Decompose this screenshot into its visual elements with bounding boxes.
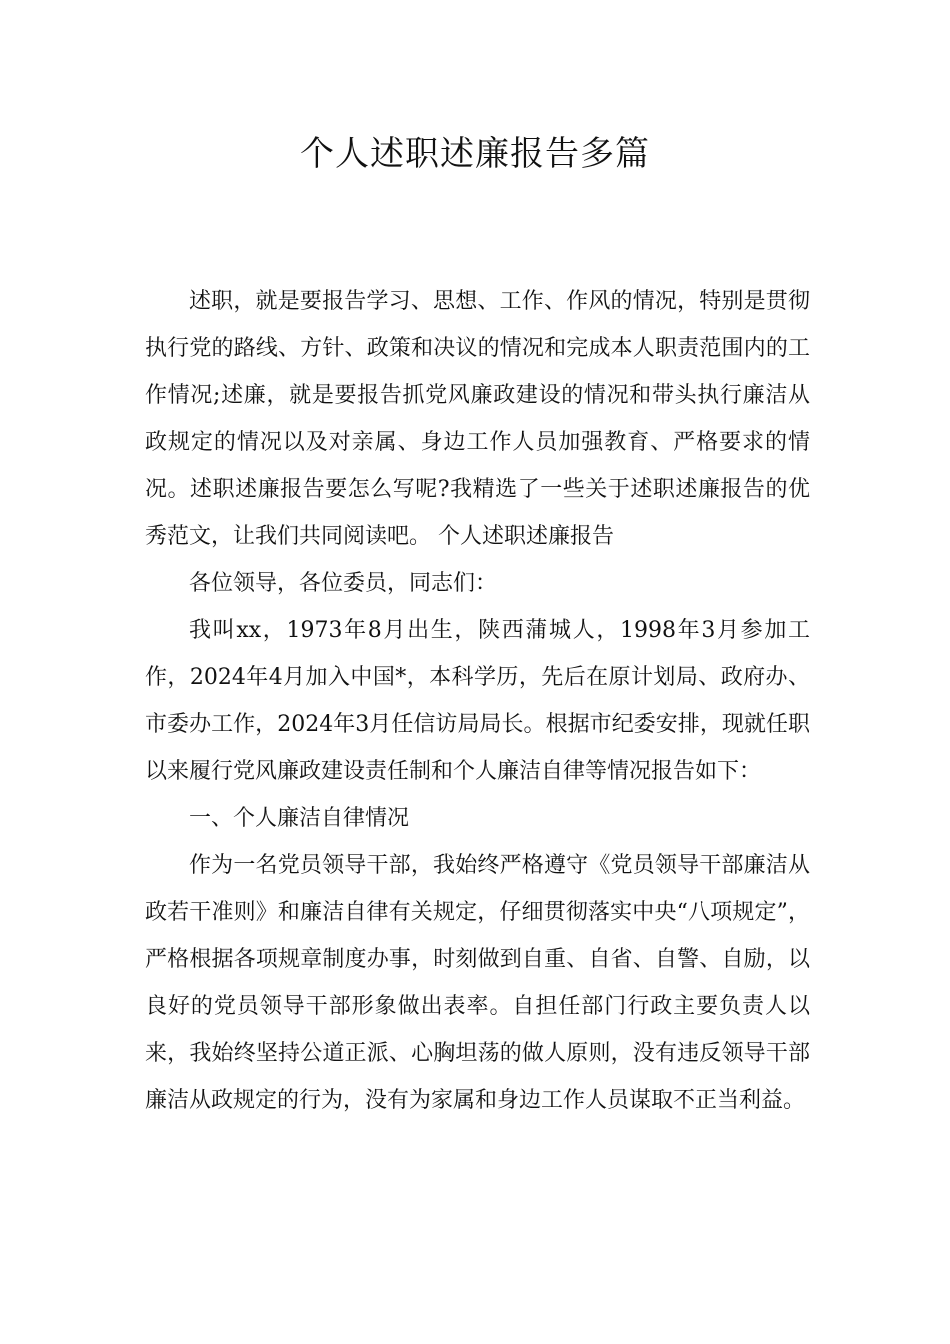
paragraph-intro: 述职，就是要报告学习、思想、工作、作风的情况，特别是贯彻执行党的路线、方针、政策和决议的情况和完成本人职责范围内的工作情况;述廉，就是要报告抓党风廉政建设的情况和带头执行廉洁从政规定的情况以及对亲属、身边工作人员加强教育、严格要求的情况。述职述廉报告要怎么写呢?我精选了一些关于述职述廉报告的优秀范文，让我们共同阅读吧。 个人述职述廉报告 xyxy=(145,289,810,549)
document-body xyxy=(145,278,810,1124)
paragraph-salutation: 各位领导，各位委员，同志们： xyxy=(189,571,498,596)
document-title: 个人述职述廉报告多篇 xyxy=(300,134,650,174)
paragraph-self-introduction: 我叫xx，1973年8月出生，陕西蒲城人，1998年3月参加工作，2024年4月加入中国*，本科学历，先后在原计划局、政府办、市委办工作，2024年3月任信访局局长。根据市纪委安排，现就任职以来履行党风廉政建设责任制和个人廉洁自律等情况报告如下： xyxy=(145,618,810,784)
section-heading-1: 一、个人廉洁自律情况 xyxy=(189,806,410,831)
paragraph-integrity: 作为一名党员领导干部，我始终严格遵守《党员领导干部廉洁从政若干准则》和廉洁自律有关规定，仔细贯彻落实中央“八项规定”，严格根据各项规章制度办事，时刻做到自重、自省、自警、自励，以良好的党员领导干部形象做出表率。自担任部门行政主要负责人以来，我始终坚持公道正派、心胸坦荡的做人原则，没有违反领导干部廉洁从政规定的行为，没有为家属和身边工作人员谋取不正当利益。 xyxy=(145,853,810,1113)
